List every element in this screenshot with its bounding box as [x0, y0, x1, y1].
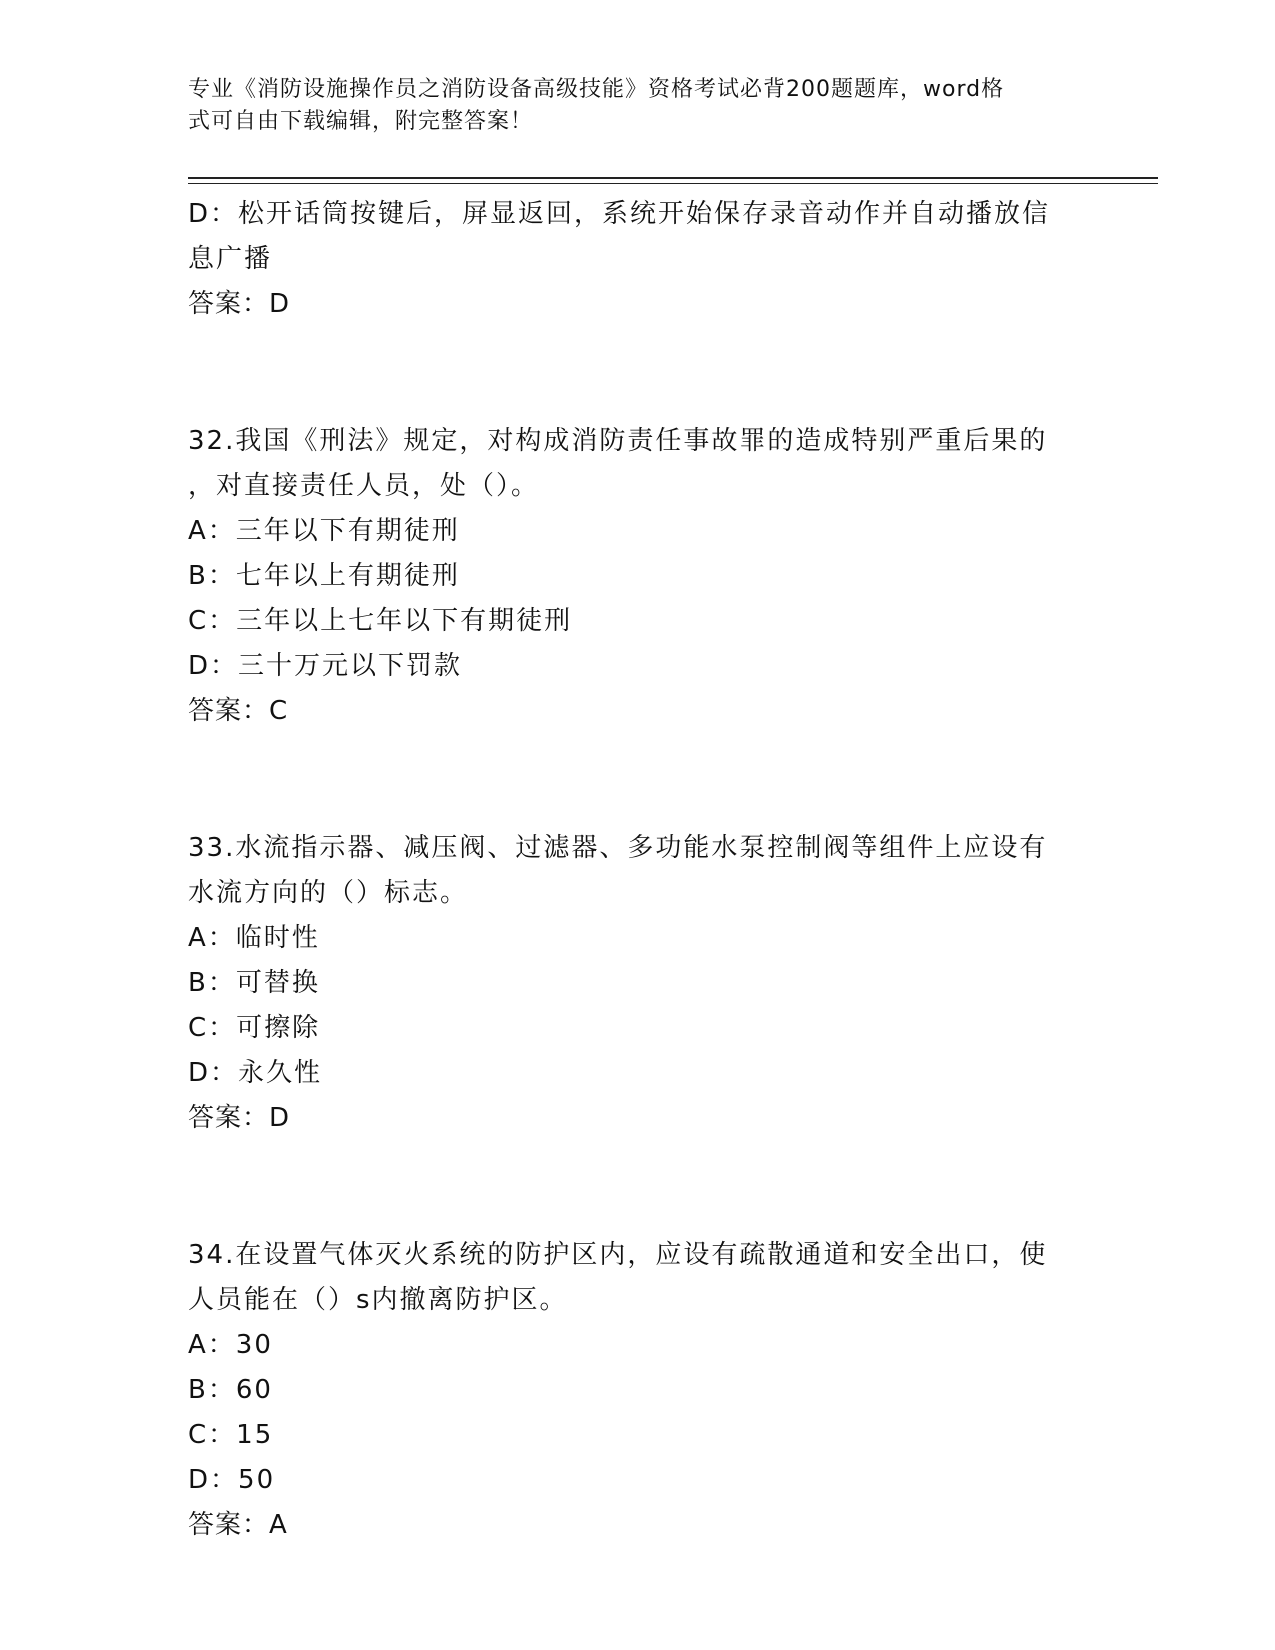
option-a: A：三年以下有期徒刑	[188, 516, 460, 546]
header-divider-thick	[188, 177, 1158, 179]
question-stem: 人员能在（）s内撤离防护区。	[188, 1285, 568, 1315]
option-d: D：永久性	[188, 1058, 323, 1088]
document-body	[188, 192, 1088, 1548]
option-line: D：松开话筒按键后，屏显返回，系统开始保存录音动作并自动播放信	[188, 199, 1051, 229]
spacer	[188, 734, 1088, 826]
question-stem: 34.在设置气体灭火系统的防护区内，应设有疏散通道和安全出口，使	[188, 1240, 1048, 1270]
option-c: C：15	[188, 1420, 274, 1450]
question-stem: 水流方向的（）标志。	[188, 878, 469, 908]
header-divider-thin	[188, 183, 1158, 184]
question-stem: 33.水流指示器、减压阀、过滤器、多功能水泵控制阀等组件上应设有	[188, 833, 1048, 863]
option-b: B：60	[188, 1375, 273, 1405]
option-a: A：30	[188, 1330, 273, 1360]
spacer	[188, 327, 1088, 419]
question-continuation	[188, 192, 1088, 327]
header-line-2: 式可自由下载编辑，附完整答案！	[188, 109, 534, 134]
document-header	[188, 74, 1068, 138]
option-d: D：三十万元以下罚款	[188, 651, 463, 681]
answer-line: 答案：D	[188, 1103, 291, 1133]
header-line-1: 专业《消防设施操作员之消防设备高级技能》资格考试必背200题题库，word格	[188, 77, 1005, 102]
option-c: C：可擦除	[188, 1013, 321, 1043]
question-block-33	[188, 826, 1088, 1141]
question-block-32	[188, 419, 1088, 734]
answer-line: 答案：D	[188, 289, 291, 319]
answer-line: 答案：A	[188, 1510, 288, 1540]
option-a: A：临时性	[188, 923, 320, 953]
option-b: B：七年以上有期徒刑	[188, 561, 460, 591]
option-d: D：50	[188, 1465, 276, 1495]
answer-line: 答案：C	[188, 696, 289, 726]
question-block-34	[188, 1233, 1088, 1548]
option-line: 息广播	[188, 244, 273, 274]
spacer	[188, 1141, 1088, 1233]
question-stem: ，对直接责任人员，处（）。	[188, 471, 540, 501]
question-stem: 32.我国《刑法》规定，对构成消防责任事故罪的造成特别严重后果的	[188, 426, 1048, 456]
option-c: C：三年以上七年以下有期徒刑	[188, 606, 573, 636]
option-b: B：可替换	[188, 968, 320, 998]
